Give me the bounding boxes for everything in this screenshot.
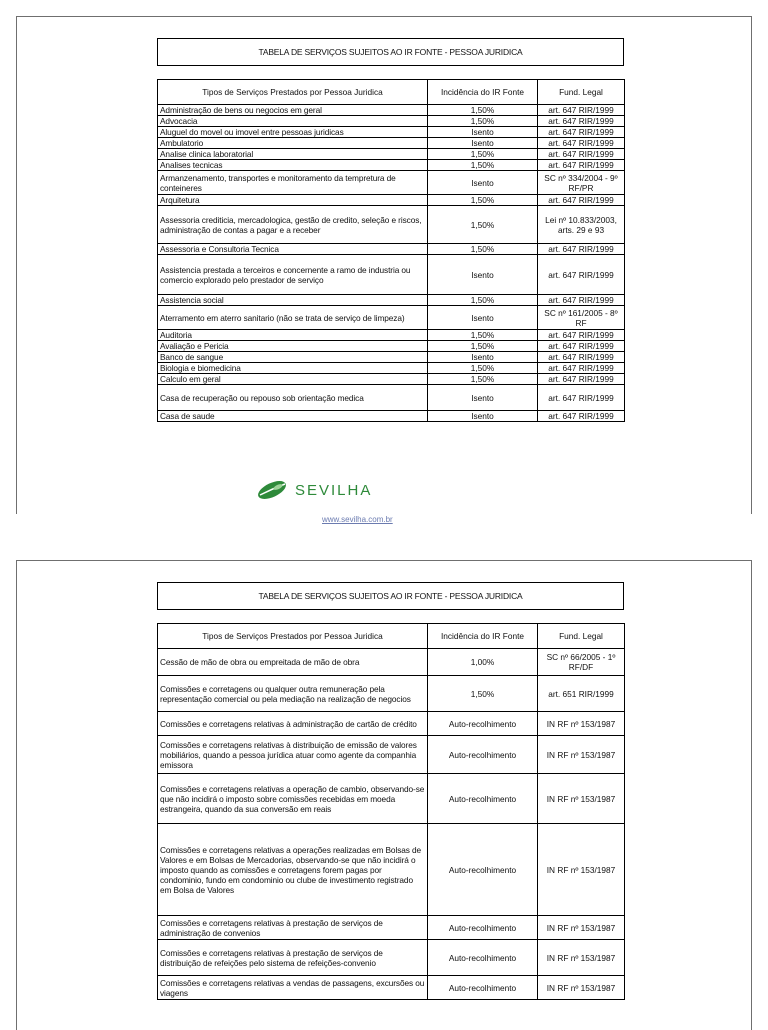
table-row xyxy=(158,341,625,352)
service-description: Aterramento em aterro sanitario (não se trata de serviço de limpeza) xyxy=(158,306,428,330)
legal-basis: SC nº 334/2004 - 9º RF/PR xyxy=(538,171,625,195)
legal-basis: art. 647 RIR/1999 xyxy=(538,385,625,411)
service-description: Auditoria xyxy=(158,330,428,341)
service-description: Comissões e corretagens relativas a operação de cambio, observando-se que não incidirá o imposto sobre comissões recebidas em moeda estrangeira, quando da sua conversão em reais xyxy=(158,774,428,824)
ir-incidence: Auto-recolhimento xyxy=(428,824,538,916)
legal-basis: art. 647 RIR/1999 xyxy=(538,116,625,127)
table-row xyxy=(158,676,625,712)
ir-incidence: 1,50% xyxy=(428,295,538,306)
table-row xyxy=(158,127,625,138)
service-description: Analise clinica laboratorial xyxy=(158,149,428,160)
table-row xyxy=(158,774,625,824)
legal-basis: art. 647 RIR/1999 xyxy=(538,411,625,422)
legal-basis: art. 647 RIR/1999 xyxy=(538,160,625,171)
table-row xyxy=(158,385,625,411)
legal-basis: art. 647 RIR/1999 xyxy=(538,330,625,341)
table-row xyxy=(158,295,625,306)
table-row xyxy=(158,363,625,374)
ir-incidence: Auto-recolhimento xyxy=(428,940,538,976)
ir-incidence: 1,50% xyxy=(428,195,538,206)
ir-incidence: 1,50% xyxy=(428,330,538,341)
ir-incidence: 1,00% xyxy=(428,649,538,676)
legal-basis: art. 647 RIR/1999 xyxy=(538,244,625,255)
table-row xyxy=(158,411,625,422)
table-row xyxy=(158,976,625,1000)
service-description: Comissões e corretagens relativas à distribuição de emissão de valores mobiliários, quando a pessoa jurídica atuar como agente da companhia emissora xyxy=(158,736,428,774)
table-row xyxy=(158,195,625,206)
table-row xyxy=(158,824,625,916)
legal-basis: art. 651 RIR/1999 xyxy=(538,676,625,712)
ir-incidence: 1,50% xyxy=(428,374,538,385)
table-row xyxy=(158,916,625,940)
ir-incidence: Auto-recolhimento xyxy=(428,916,538,940)
legal-basis: art. 647 RIR/1999 xyxy=(538,105,625,116)
table-title: TABELA DE SERVIÇOS SUJEITOS AO IR FONTE - PESSOA JURIDICA xyxy=(157,38,624,66)
table-row xyxy=(158,116,625,127)
legal-basis: IN RF nº 153/1987 xyxy=(538,916,625,940)
ir-incidence: Auto-recolhimento xyxy=(428,976,538,1000)
table-row xyxy=(158,138,625,149)
legal-basis: art. 647 RIR/1999 xyxy=(538,195,625,206)
ir-incidence: 1,50% xyxy=(428,206,538,244)
service-description: Banco de sangue xyxy=(158,352,428,363)
table-row xyxy=(158,171,625,195)
table-row xyxy=(158,206,625,244)
ir-incidence: Auto-recolhimento xyxy=(428,736,538,774)
legal-basis: IN RF nº 153/1987 xyxy=(538,976,625,1000)
ir-incidence: Auto-recolhimento xyxy=(428,712,538,736)
table-body xyxy=(158,649,625,1000)
header-fund-legal: Fund. Legal xyxy=(538,80,625,105)
table-row xyxy=(158,149,625,160)
service-description: Comissões e corretagens relativas a operações realizadas em Bolsas de Valores e em Bolsas de Mercadorias, observando-se que não incidirá o imposto quando as comissões e corretagens forem pagas por condominio, fundo em condominio ou clube de investimento registrado em Bolsa de Valores xyxy=(158,824,428,916)
table-row xyxy=(158,330,625,341)
ir-incidence: Isento xyxy=(428,255,538,295)
ir-incidence: Isento xyxy=(428,138,538,149)
service-description: Comissões e corretagens relativas a vendas de passagens, excursões ou viagens xyxy=(158,976,428,1000)
table-title: TABELA DE SERVIÇOS SUJEITOS AO IR FONTE - PESSOA JURIDICA xyxy=(157,582,624,610)
table-row xyxy=(158,255,625,295)
table-row xyxy=(158,244,625,255)
document-page-1 xyxy=(16,16,752,514)
table-row xyxy=(158,649,625,676)
service-description: Biologia e biomedicina xyxy=(158,363,428,374)
legal-basis: art. 647 RIR/1999 xyxy=(538,127,625,138)
legal-basis: IN RF nº 153/1987 xyxy=(538,712,625,736)
ir-incidence: Auto-recolhimento xyxy=(428,774,538,824)
legal-basis: art. 647 RIR/1999 xyxy=(538,352,625,363)
header-incidencia: Incidência do IR Fonte xyxy=(428,624,538,649)
legal-basis: art. 647 RIR/1999 xyxy=(538,149,625,160)
service-description: Comissões e corretagens relativas à prestação de serviços de administração de convenios xyxy=(158,916,428,940)
document-page-2 xyxy=(16,560,752,1030)
table-row xyxy=(158,352,625,363)
leaf-icon xyxy=(255,479,291,501)
legal-basis: art. 647 RIR/1999 xyxy=(538,363,625,374)
service-description: Assistencia social xyxy=(158,295,428,306)
service-description: Comissões e corretagens relativas à prestação de serviços de distribuição de refeições pelo sistema de refeições-convenio xyxy=(158,940,428,976)
ir-incidence: 1,50% xyxy=(428,116,538,127)
service-description: Cessão de mão de obra ou empreitada de mão de obra xyxy=(158,649,428,676)
ir-incidence: 1,50% xyxy=(428,244,538,255)
table-row xyxy=(158,105,625,116)
service-description: Casa de recuperação ou repouso sob orientação medica xyxy=(158,385,428,411)
logo-text: SEVILHA xyxy=(295,481,373,499)
ir-incidence: Isento xyxy=(428,171,538,195)
table-row xyxy=(158,374,625,385)
ir-incidence: 1,50% xyxy=(428,160,538,171)
service-description: Avaliação e Pericia xyxy=(158,341,428,352)
table-row xyxy=(158,940,625,976)
service-description: Advocacia xyxy=(158,116,428,127)
service-description: Arquitetura xyxy=(158,195,428,206)
legal-basis: art. 647 RIR/1999 xyxy=(538,374,625,385)
service-description: Armanzenamento, transportes e monitoramento da tempretura de conteineres xyxy=(158,171,428,195)
legal-basis: IN RF nº 153/1987 xyxy=(538,824,625,916)
service-description: Calculo em geral xyxy=(158,374,428,385)
ir-incidence: 1,50% xyxy=(428,341,538,352)
legal-basis: IN RF nº 153/1987 xyxy=(538,940,625,976)
service-description: Comissões e corretagens ou qualquer outra remuneração pela representação comercial ou pela mediação na realização de negocios xyxy=(158,676,428,712)
ir-incidence: Isento xyxy=(428,306,538,330)
service-description: Analises tecnicas xyxy=(158,160,428,171)
service-description: Ambulatorio xyxy=(158,138,428,149)
ir-incidence: Isento xyxy=(428,352,538,363)
ir-incidence: Isento xyxy=(428,411,538,422)
table-row xyxy=(158,736,625,774)
service-description: Assistencia prestada a terceiros e concernente a ramo de industria ou comercio explorado pelo prestador de serviço xyxy=(158,255,428,295)
header-servico: Tipos de Serviços Prestados por Pessoa Juridica xyxy=(158,80,428,105)
service-description: Assessoria crediticia, mercadologica, gestão de credito, seleção e riscos, administração de contas a pagar e a receber xyxy=(158,206,428,244)
legal-basis: art. 647 RIR/1999 xyxy=(538,255,625,295)
website-link[interactable]: www.sevilha.com.br xyxy=(322,515,393,524)
service-description: Assessoria e Consultoria Tecnica xyxy=(158,244,428,255)
services-table xyxy=(157,623,625,1000)
legal-basis: art. 647 RIR/1999 xyxy=(538,341,625,352)
service-description: Casa de saude xyxy=(158,411,428,422)
legal-basis: Lei nº 10.833/2003, arts. 29 e 93 xyxy=(538,206,625,244)
ir-incidence: Isento xyxy=(428,385,538,411)
ir-incidence: 1,50% xyxy=(428,149,538,160)
header-servico: Tipos de Serviços Prestados por Pessoa Juridica xyxy=(158,624,428,649)
table-row xyxy=(158,306,625,330)
ir-incidence: 1,50% xyxy=(428,363,538,374)
header-fund-legal: Fund. Legal xyxy=(538,624,625,649)
legal-basis: SC nº 66/2005 - 1º RF/DF xyxy=(538,649,625,676)
legal-basis: art. 647 RIR/1999 xyxy=(538,295,625,306)
service-description: Aluguel do movel ou imovel entre pessoas juridicas xyxy=(158,127,428,138)
ir-incidence: 1,50% xyxy=(428,676,538,712)
ir-incidence: 1,50% xyxy=(428,105,538,116)
table-row xyxy=(158,160,625,171)
header-incidencia: Incidência do IR Fonte xyxy=(428,80,538,105)
legal-basis: SC nº 161/2005 - 8º RF xyxy=(538,306,625,330)
legal-basis: IN RF nº 153/1987 xyxy=(538,736,625,774)
service-description: Comissões e corretagens relativas à administração de cartão de crédito xyxy=(158,712,428,736)
services-table xyxy=(157,79,625,422)
table-body xyxy=(158,105,625,422)
ir-incidence: Isento xyxy=(428,127,538,138)
table-row xyxy=(158,712,625,736)
legal-basis: IN RF nº 153/1987 xyxy=(538,774,625,824)
service-description: Administração de bens ou negocios em geral xyxy=(158,105,428,116)
sevilha-logo xyxy=(255,479,372,501)
legal-basis: art. 647 RIR/1999 xyxy=(538,138,625,149)
